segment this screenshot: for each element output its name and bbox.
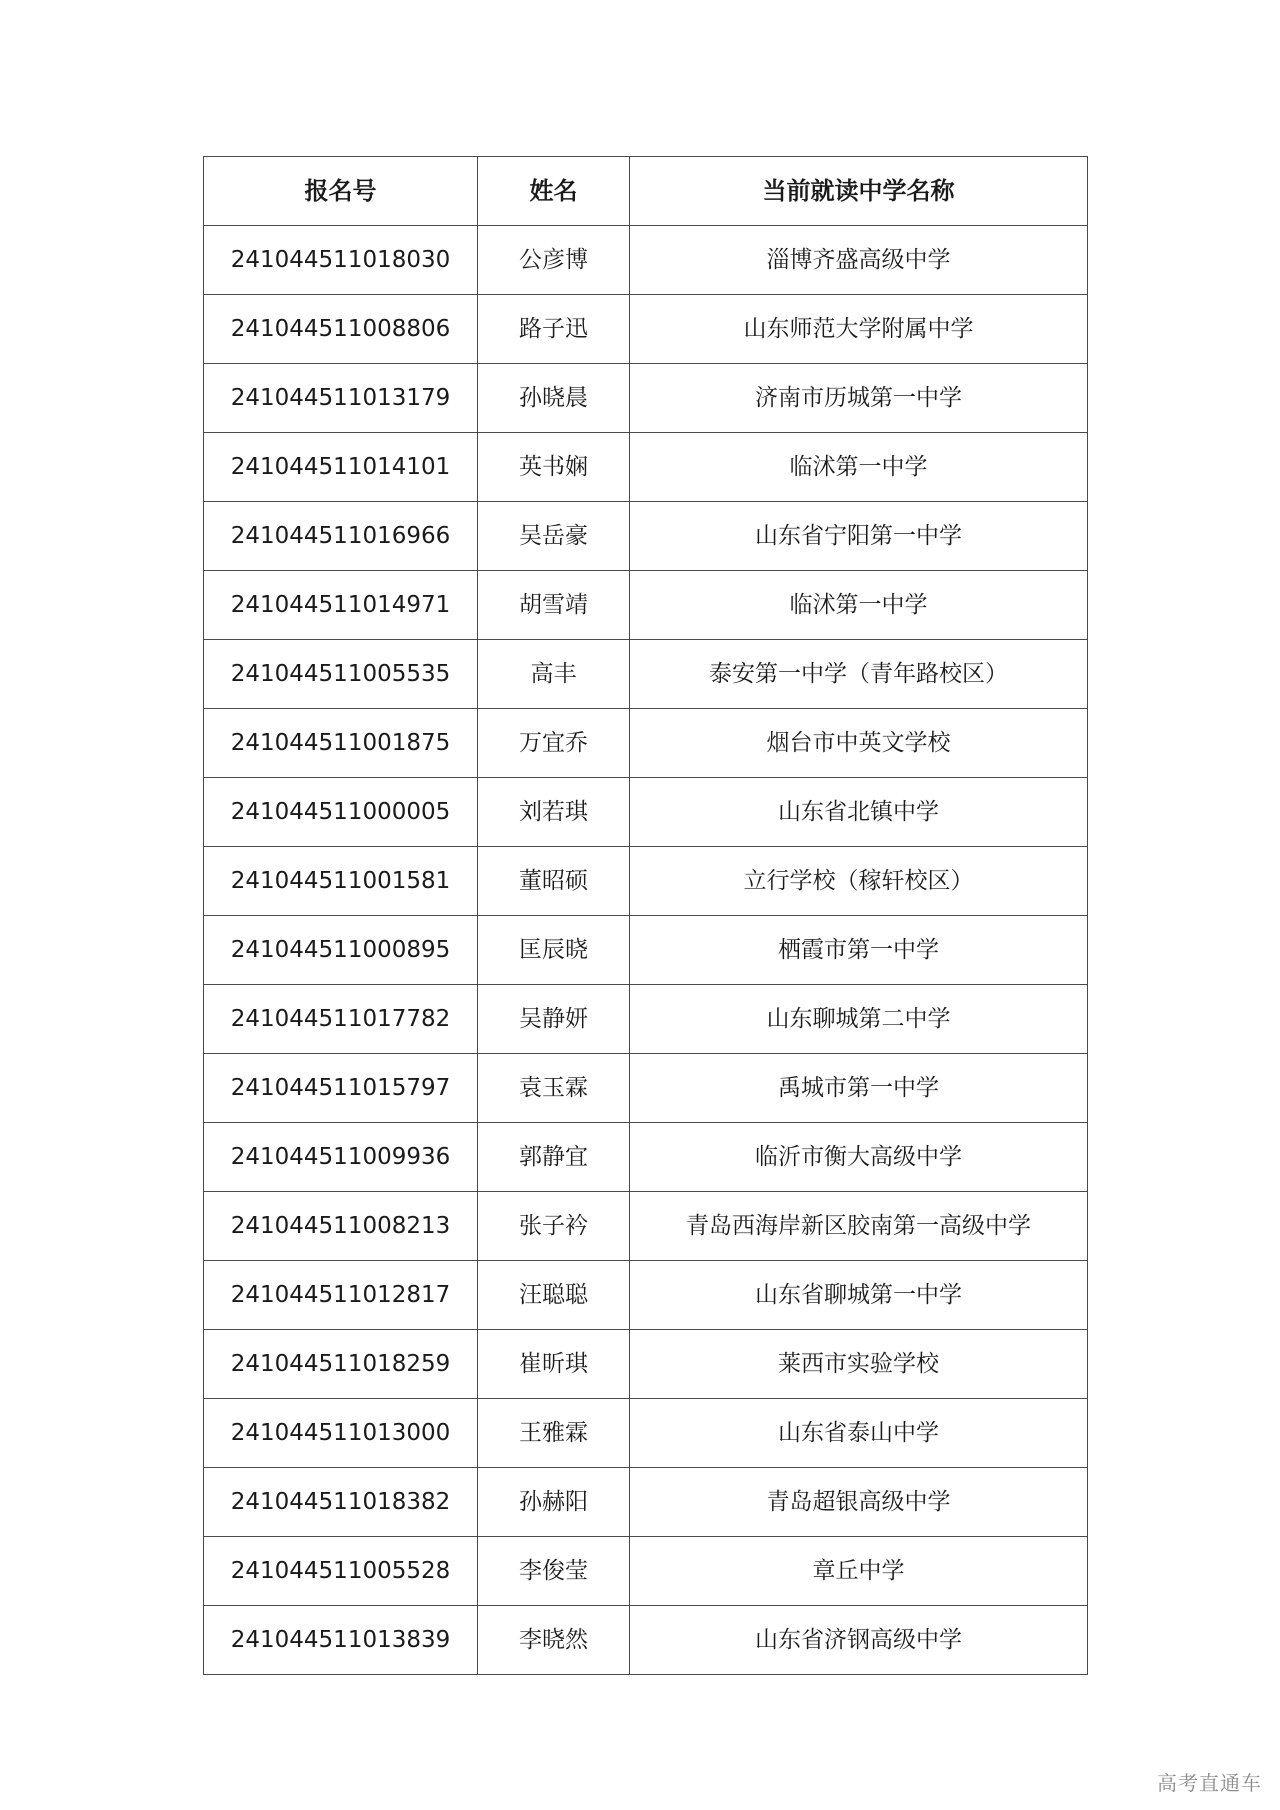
registration-number-cell: 241044511016966: [204, 502, 478, 571]
registration-number-cell: 241044511000005: [204, 778, 478, 847]
school-cell: 临沭第一中学: [630, 571, 1088, 640]
table-row: [204, 1054, 1088, 1123]
name-cell: 刘若琪: [478, 778, 630, 847]
name-cell: 公彦博: [478, 226, 630, 295]
school-cell: 青岛西海岸新区胶南第一高级中学: [630, 1192, 1088, 1261]
table-row: [204, 295, 1088, 364]
table-row: [204, 778, 1088, 847]
name-cell: 汪聪聪: [478, 1261, 630, 1330]
table-row: [204, 364, 1088, 433]
school-cell: 山东省聊城第一中学: [630, 1261, 1088, 1330]
name-cell: 李晓然: [478, 1606, 630, 1675]
school-cell: 禹城市第一中学: [630, 1054, 1088, 1123]
registration-number-cell: 241044511014971: [204, 571, 478, 640]
name-cell: 高丰: [478, 640, 630, 709]
student-roster-table: [203, 156, 1088, 1675]
table-row: [204, 1537, 1088, 1606]
table-row: [204, 1399, 1088, 1468]
school-cell: 临沂市衡大高级中学: [630, 1123, 1088, 1192]
header-registration-number: 报名号: [204, 157, 478, 226]
registration-number-cell: 241044511014101: [204, 433, 478, 502]
school-cell: 莱西市实验学校: [630, 1330, 1088, 1399]
name-cell: 吴静妍: [478, 985, 630, 1054]
school-cell: 济南市历城第一中学: [630, 364, 1088, 433]
name-cell: 孙晓晨: [478, 364, 630, 433]
school-cell: 山东省泰山中学: [630, 1399, 1088, 1468]
registration-number-cell: 241044511013179: [204, 364, 478, 433]
name-cell: 英书娴: [478, 433, 630, 502]
registration-number-cell: 241044511018259: [204, 1330, 478, 1399]
name-cell: 崔昕琪: [478, 1330, 630, 1399]
name-cell: 路子迅: [478, 295, 630, 364]
table-row: [204, 709, 1088, 778]
school-cell: 栖霞市第一中学: [630, 916, 1088, 985]
registration-number-cell: 241044511013000: [204, 1399, 478, 1468]
registration-number-cell: 241044511001875: [204, 709, 478, 778]
school-cell: 章丘中学: [630, 1537, 1088, 1606]
registration-number-cell: 241044511005528: [204, 1537, 478, 1606]
school-cell: 泰安第一中学（青年路校区）: [630, 640, 1088, 709]
table-row: [204, 847, 1088, 916]
table-row: [204, 1261, 1088, 1330]
name-cell: 匡辰晓: [478, 916, 630, 985]
school-cell: 临沭第一中学: [630, 433, 1088, 502]
table-row: [204, 640, 1088, 709]
school-cell: 山东省济钢高级中学: [630, 1606, 1088, 1675]
table-row: [204, 433, 1088, 502]
school-cell: 山东省宁阳第一中学: [630, 502, 1088, 571]
name-cell: 万宜乔: [478, 709, 630, 778]
table-row: [204, 916, 1088, 985]
school-cell: 烟台市中英文学校: [630, 709, 1088, 778]
registration-number-cell: 241044511013839: [204, 1606, 478, 1675]
name-cell: 孙赫阳: [478, 1468, 630, 1537]
registration-number-cell: 241044511018382: [204, 1468, 478, 1537]
header-school: 当前就读中学名称: [630, 157, 1088, 226]
table-row: [204, 1606, 1088, 1675]
school-cell: 立行学校（稼轩校区）: [630, 847, 1088, 916]
registration-number-cell: 241044511005535: [204, 640, 478, 709]
table-row: [204, 1468, 1088, 1537]
registration-number-cell: 241044511009936: [204, 1123, 478, 1192]
table-row: [204, 1123, 1088, 1192]
name-cell: 董昭硕: [478, 847, 630, 916]
school-cell: 青岛超银高级中学: [630, 1468, 1088, 1537]
table-row: [204, 502, 1088, 571]
school-cell: 山东师范大学附属中学: [630, 295, 1088, 364]
name-cell: 张子衿: [478, 1192, 630, 1261]
table-row: [204, 226, 1088, 295]
table-header-row: [204, 157, 1088, 226]
registration-number-cell: 241044511008213: [204, 1192, 478, 1261]
registration-number-cell: 241044511012817: [204, 1261, 478, 1330]
name-cell: 王雅霖: [478, 1399, 630, 1468]
table-body: [204, 226, 1088, 1675]
school-cell: 山东省北镇中学: [630, 778, 1088, 847]
registration-number-cell: 241044511001581: [204, 847, 478, 916]
school-cell: 山东聊城第二中学: [630, 985, 1088, 1054]
name-cell: 吴岳豪: [478, 502, 630, 571]
table-row: [204, 1192, 1088, 1261]
school-cell: 淄博齐盛高级中学: [630, 226, 1088, 295]
table-row: [204, 1330, 1088, 1399]
registration-number-cell: 241044511008806: [204, 295, 478, 364]
registration-number-cell: 241044511015797: [204, 1054, 478, 1123]
watermark: 高考直通车: [1157, 1771, 1262, 1795]
registration-number-cell: 241044511017782: [204, 985, 478, 1054]
name-cell: 郭静宜: [478, 1123, 630, 1192]
registration-number-cell: 241044511000895: [204, 916, 478, 985]
table-row: [204, 985, 1088, 1054]
registration-number-cell: 241044511018030: [204, 226, 478, 295]
name-cell: 李俊莹: [478, 1537, 630, 1606]
header-name: 姓名: [478, 157, 630, 226]
name-cell: 袁玉霖: [478, 1054, 630, 1123]
name-cell: 胡雪靖: [478, 571, 630, 640]
table-row: [204, 571, 1088, 640]
